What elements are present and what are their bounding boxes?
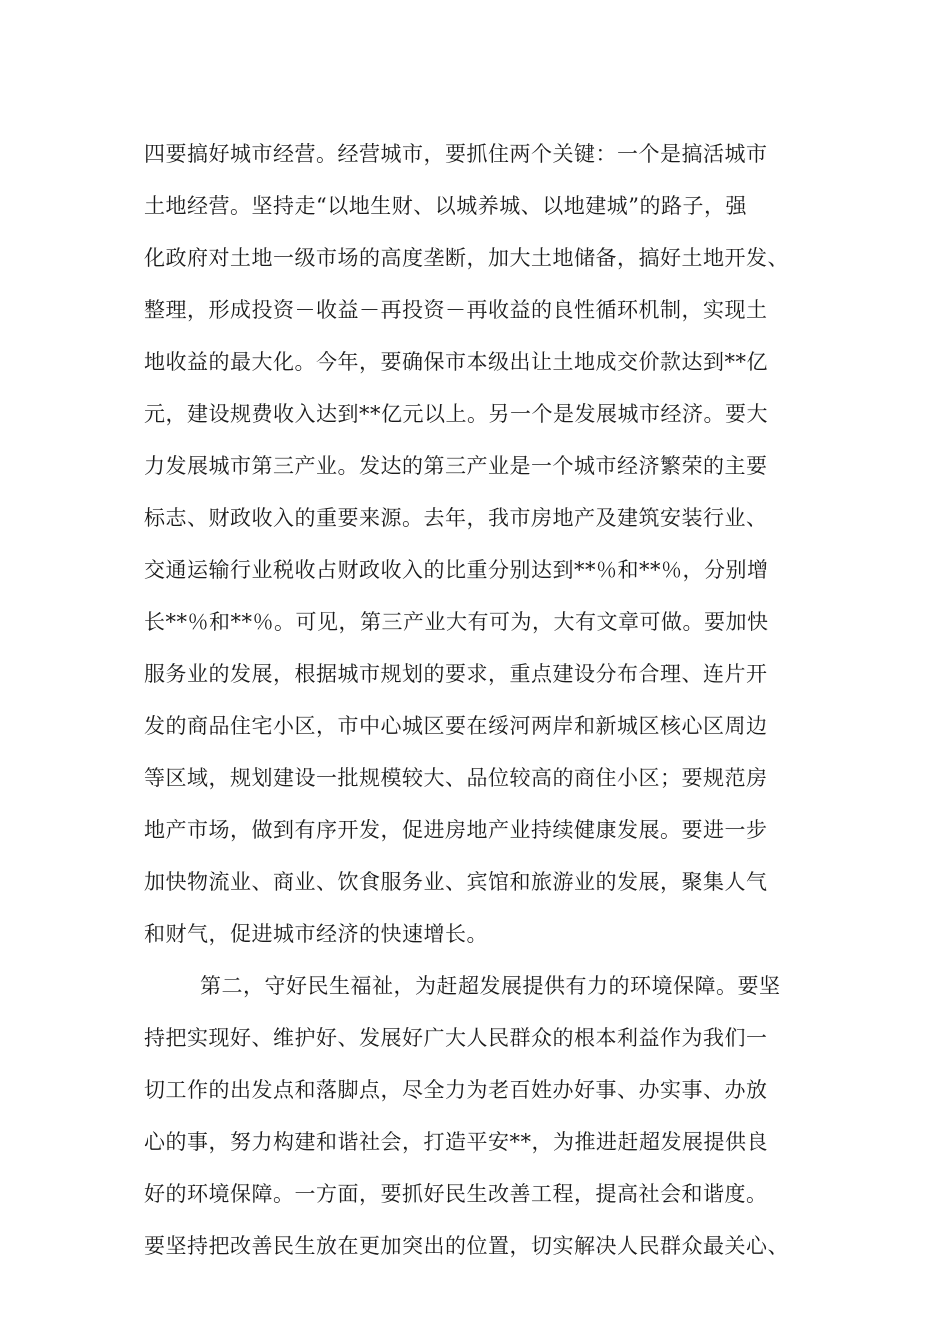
text-line: 和财气，促进城市经济的快速增长。 xyxy=(144,922,488,946)
text-line: 交通运输行业税收占财政收入的比重分别达到**％和**％，分别增 xyxy=(144,558,769,582)
text-line: 元，建设规费收入达到**亿元以上。另一个是发展城市经济。要大 xyxy=(144,402,768,426)
text-line: 土地经营。坚持走“以地生财、以城养城、以地建城”的路子，强 xyxy=(144,194,747,218)
text-line: 加快物流业、商业、饮食服务业、宾馆和旅游业的发展，聚集人气 xyxy=(144,870,768,894)
text-line: 地产市场，做到有序开发，促进房地产业持续健康发展。要进一步 xyxy=(144,818,768,842)
text-line: 地收益的最大化。今年，要确保市本级出让土地成交价款达到**亿 xyxy=(144,350,768,374)
text-line: 好的环境保障。一方面，要抓好民生改善工程，提高社会和谐度。 xyxy=(144,1182,768,1206)
text-line: 发的商品住宅小区，市中心城区要在绥河两岸和新城区核心区周边 xyxy=(144,714,768,738)
text-line: 四要搞好城市经营。经营城市，要抓住两个关键：一个是搞活城市 xyxy=(144,142,768,166)
text-line: 标志、财政收入的重要来源。去年，我市房地产及建筑安装行业、 xyxy=(144,506,768,530)
text-line: 化政府对土地一级市场的高度垄断，加大土地储备，搞好土地开发、 xyxy=(144,246,789,270)
text-line: 长**％和**％。可见，第三产业大有可为，大有文章可做。要加快 xyxy=(144,610,769,634)
text-line: 整理，形成投资－收益－再投资－再收益的良性循环机制，实现土 xyxy=(144,298,768,322)
paragraph-first-line: 第二，守好民生福祉，为赶超发展提供有力的环境保障。要坚 xyxy=(200,974,781,998)
text-line: 等区域，规划建设一批规模较大、品位较高的商住小区；要规范房 xyxy=(144,766,768,790)
text-line: 持把实现好、维护好、发展好广大人民群众的根本利益作为我们一 xyxy=(144,1026,768,1050)
text-line: 切工作的出发点和落脚点，尽全力为老百姓办好事、办实事、办放 xyxy=(144,1078,768,1102)
text-line: 力发展城市第三产业。发达的第三产业是一个城市经济繁荣的主要 xyxy=(144,454,768,478)
text-line: 心的事，努力构建和谐社会，打造平安**，为推进赶超发展提供良 xyxy=(144,1130,768,1154)
text-line: 服务业的发展，根据城市规划的要求，重点建设分布合理、连片开 xyxy=(144,662,768,686)
text-line: 要坚持把改善民生放在更加突出的位置，切实解决人民群众最关心、 xyxy=(144,1234,789,1258)
